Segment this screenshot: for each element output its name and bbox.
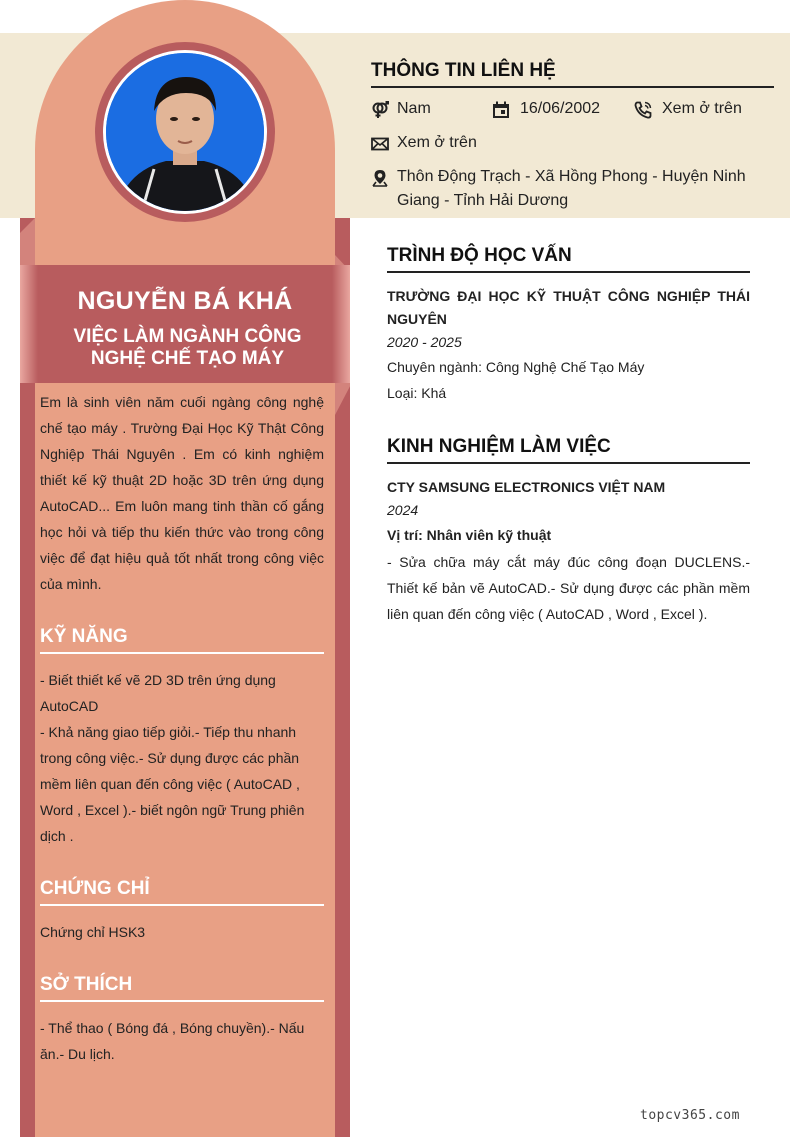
- gender-icon: [371, 101, 389, 119]
- ribbon-shine-left: [20, 265, 38, 383]
- address-row: [371, 165, 751, 213]
- phone-row: [634, 100, 774, 119]
- skills-line-2: - Khả năng giao tiếp giỏi.- Tiếp thu nhanh trong công việc.- Sử dụng được các phần mềm liên quan đến công việc ( AutoCAD , Word , Excel ).- biết ngôn ngữ Trung phiên dịch .: [40, 724, 305, 844]
- birthday-row: [492, 100, 632, 119]
- certificate-item: Chứng chỉ HSK3: [40, 924, 146, 940]
- about-text: Em là sinh viên năm cuối ngàng công nghệ chế tạo máy . Trường Đại Học Kỹ Thật Công Nghiệp Thái Nguyên . Em có kinh nghiệm thiết kế kỹ thuật 2D hoặc 3D trên ứng dụng AutoCAD... Em luôn mang tinh thần cố gắng học hỏi và tiếp thu kiến thức vào trong công việc để đạt hiệu quả tốt nhất trong công việc của mình.: [40, 394, 324, 592]
- calendar-icon: [492, 101, 510, 119]
- education-heading: TRÌNH ĐỘ HỌC VẤN: [387, 245, 750, 273]
- skills-heading: KỸ NĂNG: [40, 626, 324, 654]
- hobbies-heading: SỞ THÍCH: [40, 974, 324, 1002]
- ribbon-shine-right: [332, 265, 350, 383]
- company-name: CTY SAMSUNG ELECTRONICS VIỆT NAM: [387, 479, 666, 495]
- avatar-ring: [95, 42, 275, 222]
- certificates-heading: CHỨNG CHỈ: [40, 878, 324, 906]
- email-value: Xem ở trên: [397, 134, 477, 151]
- experience-role: Vị trí: Nhân viên kỹ thuật: [387, 527, 552, 543]
- hobbies-text: - Thể thao ( Bóng đá , Bóng chuyền).- Nấu ăn.- Du lịch.: [40, 1020, 305, 1062]
- brand-watermark: topcv365.com: [640, 1108, 740, 1123]
- skills-line-1: - Biết thiết kế vẽ 2D 3D trên ứng dụng AutoCAD: [40, 672, 276, 714]
- education-major: Chuyên ngành: Công Nghệ Chế Tạo Máy: [387, 359, 645, 375]
- location-icon: [371, 169, 389, 187]
- mail-icon: [371, 135, 389, 153]
- education-grade: Loại: Khá: [387, 385, 447, 401]
- birthday-value: 16/06/2002: [520, 100, 601, 117]
- contact-heading: THÔNG TIN LIÊN HỆ: [371, 60, 774, 88]
- education-period: 2020 - 2025: [387, 334, 462, 350]
- experience-description: - Sửa chữa máy cắt máy đúc công đoạn DUCLENS.- Thiết kế bản vẽ AutoCAD.- Sử dụng được các phần mềm liên quan đến công việc ( AutoCAD , Word , Excel ).: [387, 554, 750, 622]
- portrait-photo: [106, 53, 264, 211]
- phone-value: Xem ở trên: [662, 100, 742, 117]
- school-name: TRƯỜNG ĐẠI HỌC KỸ THUẬT CÔNG NGHIỆP THÁI NGUYÊN: [387, 288, 750, 327]
- email-row: [371, 134, 671, 153]
- candidate-name: NGUYỄN BÁ KHÁ: [77, 287, 293, 315]
- experience-heading: KINH NGHIỆM LÀM VIỆC: [387, 436, 750, 464]
- address-value: Thôn Động Trạch - Xã Hồng Phong - Huyện Ninh Giang - Tỉnh Hải Dương: [397, 168, 746, 209]
- avatar: [103, 50, 267, 214]
- candidate-position: VIỆC LÀM NGÀNH CÔNG NGHỆ CHẾ TẠO MÁY: [73, 326, 302, 369]
- experience-year: 2024: [387, 502, 419, 518]
- gender-row: [371, 100, 481, 119]
- phone-icon: [634, 101, 652, 119]
- gender-value: Nam: [397, 100, 431, 117]
